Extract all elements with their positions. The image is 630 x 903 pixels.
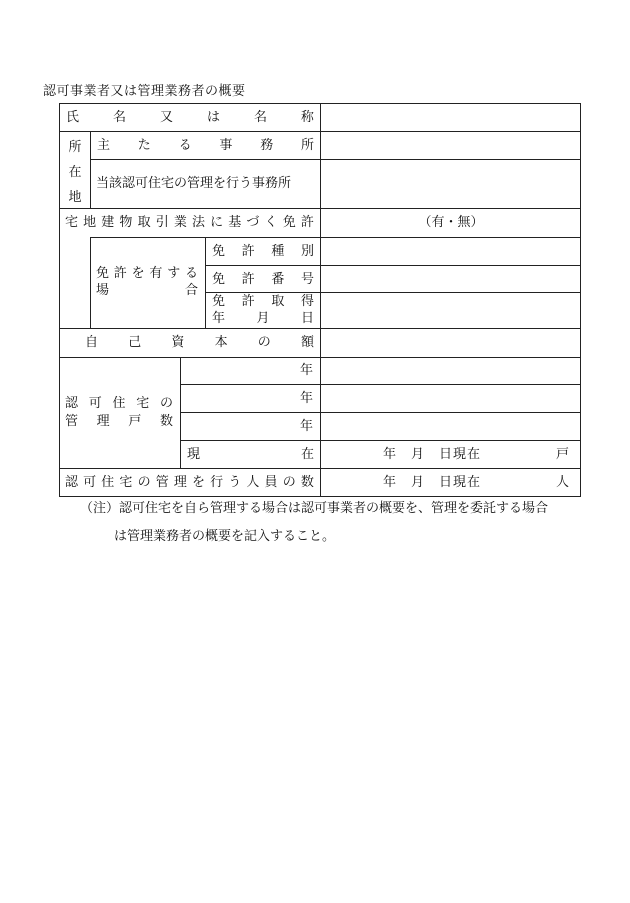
year-label-2: 年 bbox=[300, 391, 314, 406]
year-field-3[interactable] bbox=[322, 415, 578, 437]
has-license-label-line2: 場 合 bbox=[96, 283, 198, 298]
license-type-field[interactable] bbox=[322, 240, 578, 262]
managed-units-label-line1: 認 可 住 宅 の bbox=[65, 396, 173, 411]
name-field[interactable] bbox=[322, 106, 578, 128]
license-type-label: 免 許 種 別 bbox=[212, 244, 314, 259]
license-label: 宅 地 建 物 取 引 業 法 に 基 づ く 免 許 bbox=[65, 215, 314, 230]
year-label-3: 年 bbox=[300, 419, 314, 434]
year-field-2[interactable] bbox=[322, 387, 578, 409]
license-date-label-line1: 免 許 取 得 bbox=[212, 294, 314, 309]
managing-office-field[interactable] bbox=[322, 162, 578, 206]
note-line-1: （注）認可住宅を自ら管理する場合は認可事業者の概要を、管理を委託する場合 bbox=[80, 501, 549, 516]
units-current-date[interactable]: 年 月 日現在 bbox=[383, 447, 482, 462]
form-title: 認可事業者又は管理業務者の概要 bbox=[43, 84, 246, 99]
current-label: 現 在 bbox=[187, 447, 314, 462]
license-date-label-line2: 年 月 日 bbox=[212, 311, 314, 326]
name-label: 氏 名 又 は 名 称 bbox=[66, 110, 314, 125]
has-license-label-line1: 免 許 を 有 す る bbox=[96, 266, 198, 281]
note-line-2: は管理業務者の概要を記入すること。 bbox=[114, 529, 336, 544]
managed-units-label-line2: 管 理 戸 数 bbox=[65, 414, 173, 429]
license-status-value[interactable]: （有・無） bbox=[418, 215, 484, 230]
capital-label: 自 己 資 本 の 額 bbox=[85, 335, 314, 350]
staff-current-date[interactable]: 年 月 日現在 bbox=[383, 475, 482, 490]
staff-unit: 人 bbox=[556, 475, 570, 490]
staff-label: 認 可 住 宅 の 管 理 を 行 う 人 員 の 数 bbox=[65, 475, 314, 490]
main-office-field[interactable] bbox=[322, 134, 578, 156]
managing-office-label: 当該認可住宅の管理を行う事務所 bbox=[96, 176, 292, 191]
year-field-1[interactable] bbox=[322, 360, 578, 382]
license-number-field[interactable] bbox=[322, 268, 578, 290]
table-divider bbox=[320, 103, 321, 497]
capital-field[interactable] bbox=[322, 331, 578, 353]
year-label-1: 年 bbox=[300, 363, 314, 378]
license-number-label: 免 許 番 号 bbox=[212, 272, 314, 287]
license-date-field[interactable] bbox=[322, 295, 578, 325]
units-unit: 戸 bbox=[556, 447, 570, 462]
main-office-label: 主 た る 事 務 所 bbox=[97, 138, 314, 153]
location-label: 所 在 地 bbox=[68, 140, 82, 205]
